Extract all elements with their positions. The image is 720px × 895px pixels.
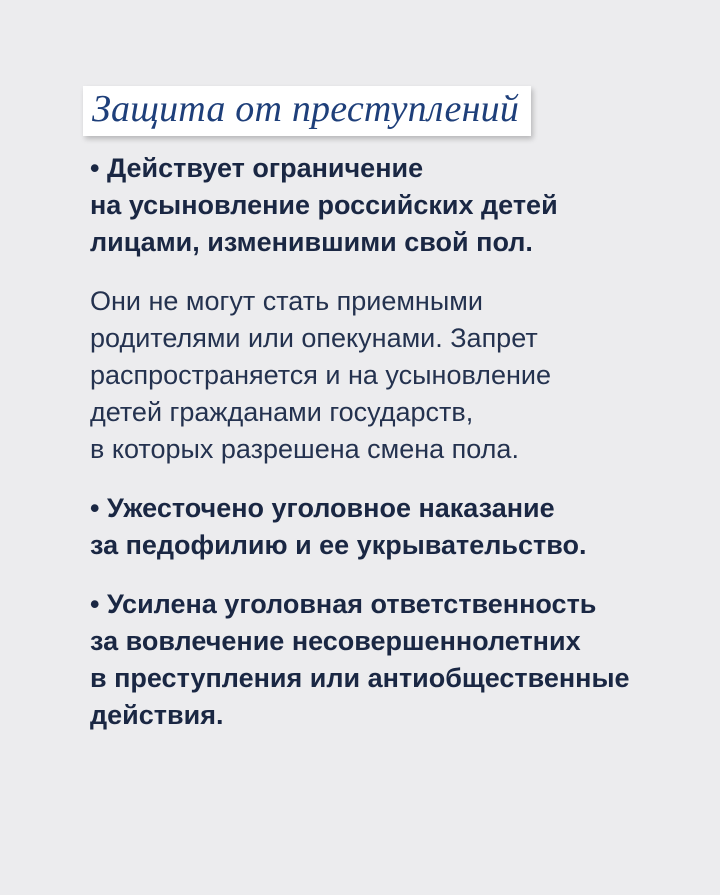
bullet-pedophilia-punishment: • Ужесточено уголовное наказание за педофилию и ее укрывательство. [90,493,587,560]
page-title: Защита от преступлений [92,88,520,130]
adoption-restriction-details: Они не могут стать приемными родителями или опекунами. Запрет распространяется и на усыновление детей гражданами государств, в которых разрешена смена пола. [90,286,551,464]
bullet-adoption-restriction: • Действует ограничение на усыновление российских детей лицами, изменившими свой пол. [90,153,558,257]
title-label-box [83,86,531,136]
content-column [83,86,693,734]
bullet-minors-involvement-liability: • Усилена уголовная ответственность за вовлечение несовершеннолетних в преступления или антиобщественные действия. [90,589,630,730]
